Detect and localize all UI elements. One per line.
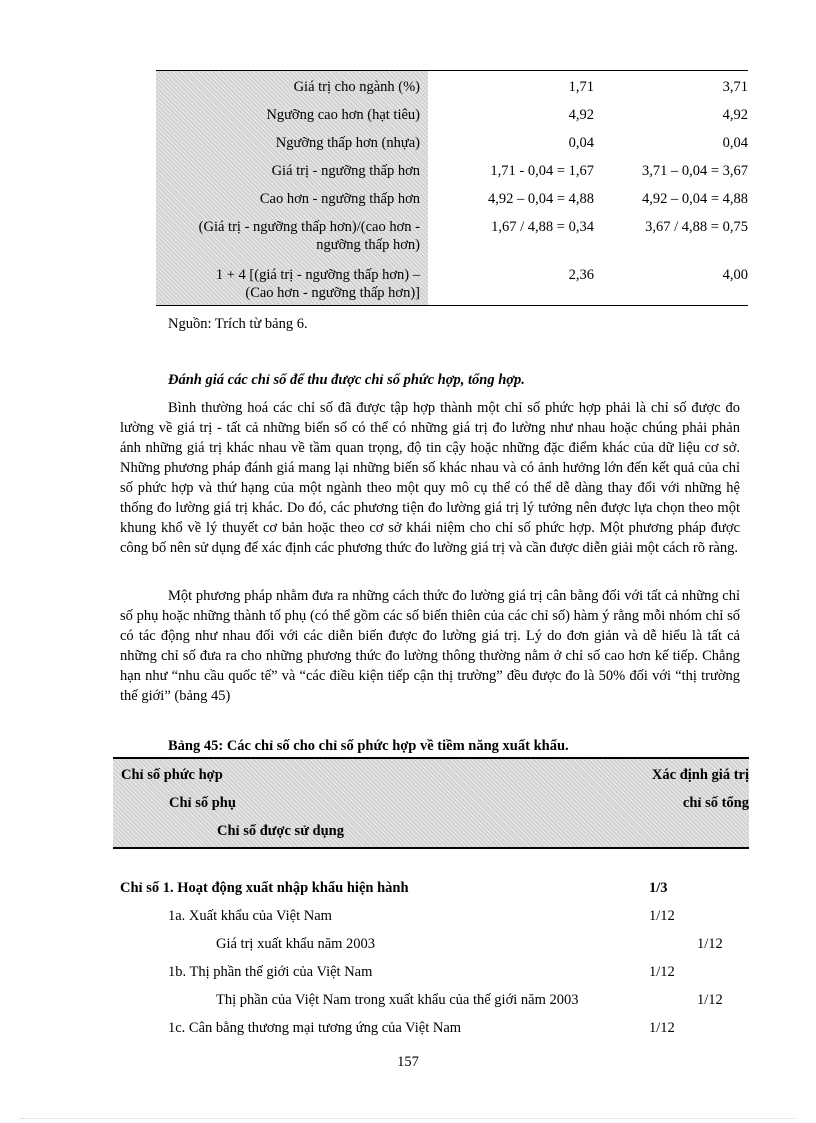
row-value-1: 2,36: [568, 267, 594, 283]
table-row-weight: 1/12: [697, 992, 723, 1008]
table-row-weight: 1/3: [649, 880, 668, 896]
table-row-label: 1a. Xuất khẩu của Việt Nam: [168, 908, 332, 924]
table-source-note: Nguồn: Trích từ bảng 6.: [168, 316, 308, 332]
table-row: [156, 190, 748, 208]
header-sub-index: Chỉ số phụ: [169, 795, 236, 811]
row-value-1: 0,04: [568, 135, 594, 151]
row-label-line-1: (Giá trị - ngưỡng thấp hơn)/(cao hơn -: [198, 219, 420, 235]
table-row: [156, 266, 748, 302]
row-label: [156, 266, 428, 302]
table-row: [156, 78, 748, 96]
table-caption: Bảng 45: Các chỉ số cho chỉ số phức hợp về tiềm năng xuất khẩu.: [168, 738, 569, 754]
header-weight-line-1: Xác định giá trị: [651, 767, 749, 783]
row-label: Ngưỡng cao hơn (hạt tiêu): [266, 107, 420, 123]
row-label: Cao hơn - ngưỡng thấp hơn: [259, 191, 420, 207]
row-label: Ngưỡng thấp hơn (nhựa): [275, 135, 420, 151]
body-paragraph-2: Một phương pháp nhằm đưa ra những cách thức đo lường giá trị cân bằng đối với tất cả những chỉ số phụ hoặc những thành tố phụ (có thể gồm các số biến thiên của các chỉ số) hàm ý rằng mỗi nhóm chỉ số có tác động như nhau đối với các diễn biến được đo lường giá trị. Lý do đơn giản và dễ hiểu là tất cả những chỉ số đưa ra cho những phương thức đo lường thông thường nằm ở chỉ số cao hơn kế tiếp. Chẳng hạn như “nhu cầu quốc tế” và “các điều kiện tiếp cận thị trường” đều được đo là 50% đối với “thị trường thế giới” (bảng 45): [120, 588, 740, 704]
row-label: Giá trị cho ngành (%): [293, 79, 420, 95]
row-value-2: 4,92 – 0,04 = 4,88: [641, 191, 748, 207]
row-value-1: 1,71 - 0,04 = 1,67: [490, 163, 594, 179]
header-weight-line-2: chỉ số tổng: [682, 795, 749, 811]
row-value-1: 4,92 – 0,04 = 4,88: [487, 191, 594, 207]
row-value-1: 4,92: [568, 107, 594, 123]
continuation-table: [156, 70, 748, 306]
page-bottom-dotted-rule: [20, 1118, 796, 1119]
body-paragraph-1: Bình thường hoá các chỉ số đã được tập hợp thành một chỉ số phức hợp phải là chỉ số được đo lường về giá trị - tất cả những biến số có thể có những giá trị đo lường như nhau hoặc chúng phải phản ánh những giá trị khác nhau về tầm quan trọng, độ tin cậy hoặc những đặc điểm khác của dữ liệu cơ sở. Những phương pháp đánh giá mang lại những biến số khác nhau và có ảnh hưởng lớn đến kết quả của chỉ số phức hợp và thứ hạng của một ngành theo một quy mô cụ thể có thể dễ dàng thay đổi với những hệ thống đo lường giá trị khác. Do đó, các phương tiện đo lường giá trị lý tưởng nên được lựa chọn theo một khung khổ về lý thuyết cơ bản hoặc theo cơ sở khái niệm cho chỉ số phức hợp. Một phương pháp được công bố nên sử dụng để xác định các phương thức đo lường giá trị và cần được diễn giải một cách rõ ràng.: [120, 400, 740, 556]
table-row-weight: 1/12: [697, 936, 723, 952]
row-value-2: 4,92: [722, 107, 748, 123]
table-row-label: 1c. Cân bằng thương mại tương ứng của Việt Nam: [168, 1020, 462, 1036]
page-number: 157: [397, 1054, 419, 1070]
row-value-2: 0,04: [722, 135, 748, 151]
table-row-weight: 1/12: [649, 908, 675, 924]
row-label-line-2: ngưỡng thấp hơn): [316, 237, 420, 253]
header-used-index: Chỉ số được sử dụng: [217, 823, 344, 839]
table-bottom-rule: [156, 305, 748, 306]
row-label: Giá trị - ngưỡng thấp hơn: [271, 163, 420, 179]
table-row-weight: 1/12: [649, 1020, 675, 1036]
section-heading: Đánh giá các chỉ số để thu được chỉ số phức hợp, tổng hợp.: [168, 372, 525, 388]
table-row: [156, 162, 748, 180]
table-row-weight: 1/12: [649, 964, 675, 980]
header-composite-index: Chỉ số phức hợp: [121, 767, 223, 783]
table-top-rule: [156, 70, 748, 71]
table-row: [156, 106, 748, 124]
row-value-2: 3,67 / 4,88 = 0,75: [645, 219, 748, 235]
table-row: [156, 218, 748, 254]
row-value-2: 3,71: [722, 79, 748, 95]
row-value-1: 1,71: [568, 79, 594, 95]
table-row-label: Giá trị xuất khẩu năm 2003: [216, 936, 376, 952]
row-label-line-2: (Cao hơn - ngưỡng thấp hơn)]: [245, 285, 420, 301]
table-row-label: 1b. Thị phần thế giới của Việt Nam: [168, 964, 373, 980]
row-value-1: 1,67 / 4,88 = 0,34: [491, 219, 594, 235]
row-value-2: 4,00: [722, 267, 748, 283]
table45-header: [113, 757, 749, 849]
row-value-2: 3,71 – 0,04 = 3,67: [641, 163, 748, 179]
table-row-label: Thị phần của Việt Nam trong xuất khẩu của thế giới năm 2003: [216, 992, 579, 1008]
row-label-line-1: 1 + 4 [(giá trị - ngưỡng thấp hơn) –: [215, 267, 420, 283]
table-row: [156, 134, 748, 152]
row-label: [156, 218, 428, 254]
table-row-label: Chỉ số 1. Hoạt động xuất nhập khẩu hiện hành: [120, 880, 409, 896]
